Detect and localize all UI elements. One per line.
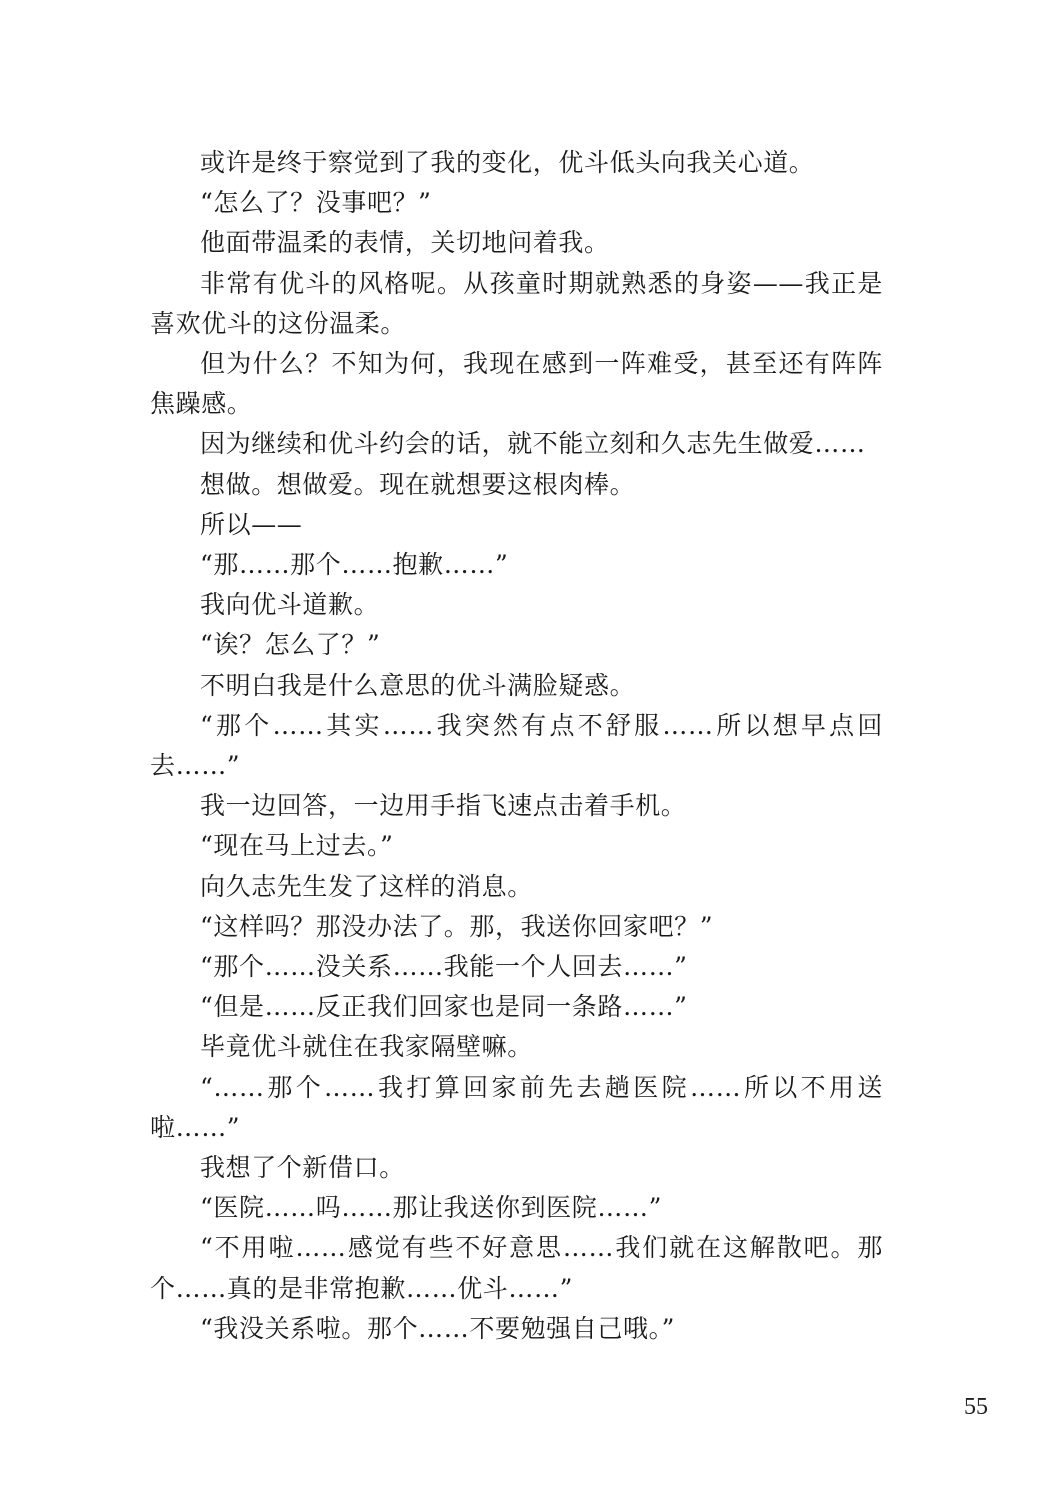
paragraph: 非常有优斗的风格呢。从孩童时期就熟悉的身姿——我正是喜欢优斗的这份温柔。 [150, 268, 883, 338]
paragraph: 我想了个新借口。 [200, 1153, 405, 1183]
paragraph: “那个……其实……我突然有点不舒服……所以想早点回去……” [150, 710, 883, 781]
paragraph: 想做。想做爱。现在就想要这根肉棒。 [200, 469, 636, 499]
paragraph: “……那个……我打算回家前先去趟医院……所以不用送啦……” [150, 1072, 883, 1142]
page-number: 55 [964, 1394, 988, 1420]
paragraph: 不明白我是什么意思的优斗满脸疑惑。 [200, 670, 636, 700]
paragraph: “那个……没关系……我能一个人回去……” [200, 952, 688, 982]
paragraph: 他面带温柔的表情，关切地问着我。 [200, 228, 610, 258]
paragraph: “但是……反正我们回家也是同一条路……” [200, 992, 688, 1022]
paragraph: 我一边回答，一边用手指飞速点击着手机。 [200, 791, 687, 821]
paragraph: 我向优斗道歉。 [200, 590, 380, 620]
paragraph: “我没关系啦。那个……不要勉强自己哦。” [200, 1313, 676, 1343]
paragraph: “怎么了？没事吧？” [200, 188, 432, 218]
paragraph: 向久志先生发了这样的消息。 [200, 871, 533, 901]
paragraph: “诶？怎么了？” [200, 630, 381, 660]
paragraph: “那……那个……抱歉……” [200, 550, 509, 580]
paragraph: “不用啦……感觉有些不好意思……我们就在这解散吧。那个……真的是非常抱歉……优斗……” [150, 1233, 883, 1303]
paragraph: 但为什么？不知为何，我现在感到一阵难受，甚至还有阵阵焦躁感。 [150, 349, 883, 419]
paragraph: 或许是终于察觉到了我的变化，优斗低头向我关心道。 [200, 148, 815, 177]
paragraph: 因为继续和优斗约会的话，就不能立刻和久志先生做爱…… [200, 429, 866, 459]
body-text [150, 143, 883, 1349]
paragraph: 所以—— [200, 509, 303, 539]
paragraph: “这样吗？那没办法了。那，我送你回家吧？” [200, 911, 714, 941]
paragraph: “医院……吗……那让我送你到医院……” [200, 1193, 662, 1223]
paragraph: “现在马上过去。” [200, 831, 394, 861]
paragraph: 毕竟优斗就住在我家隔壁嘛。 [200, 1032, 533, 1062]
